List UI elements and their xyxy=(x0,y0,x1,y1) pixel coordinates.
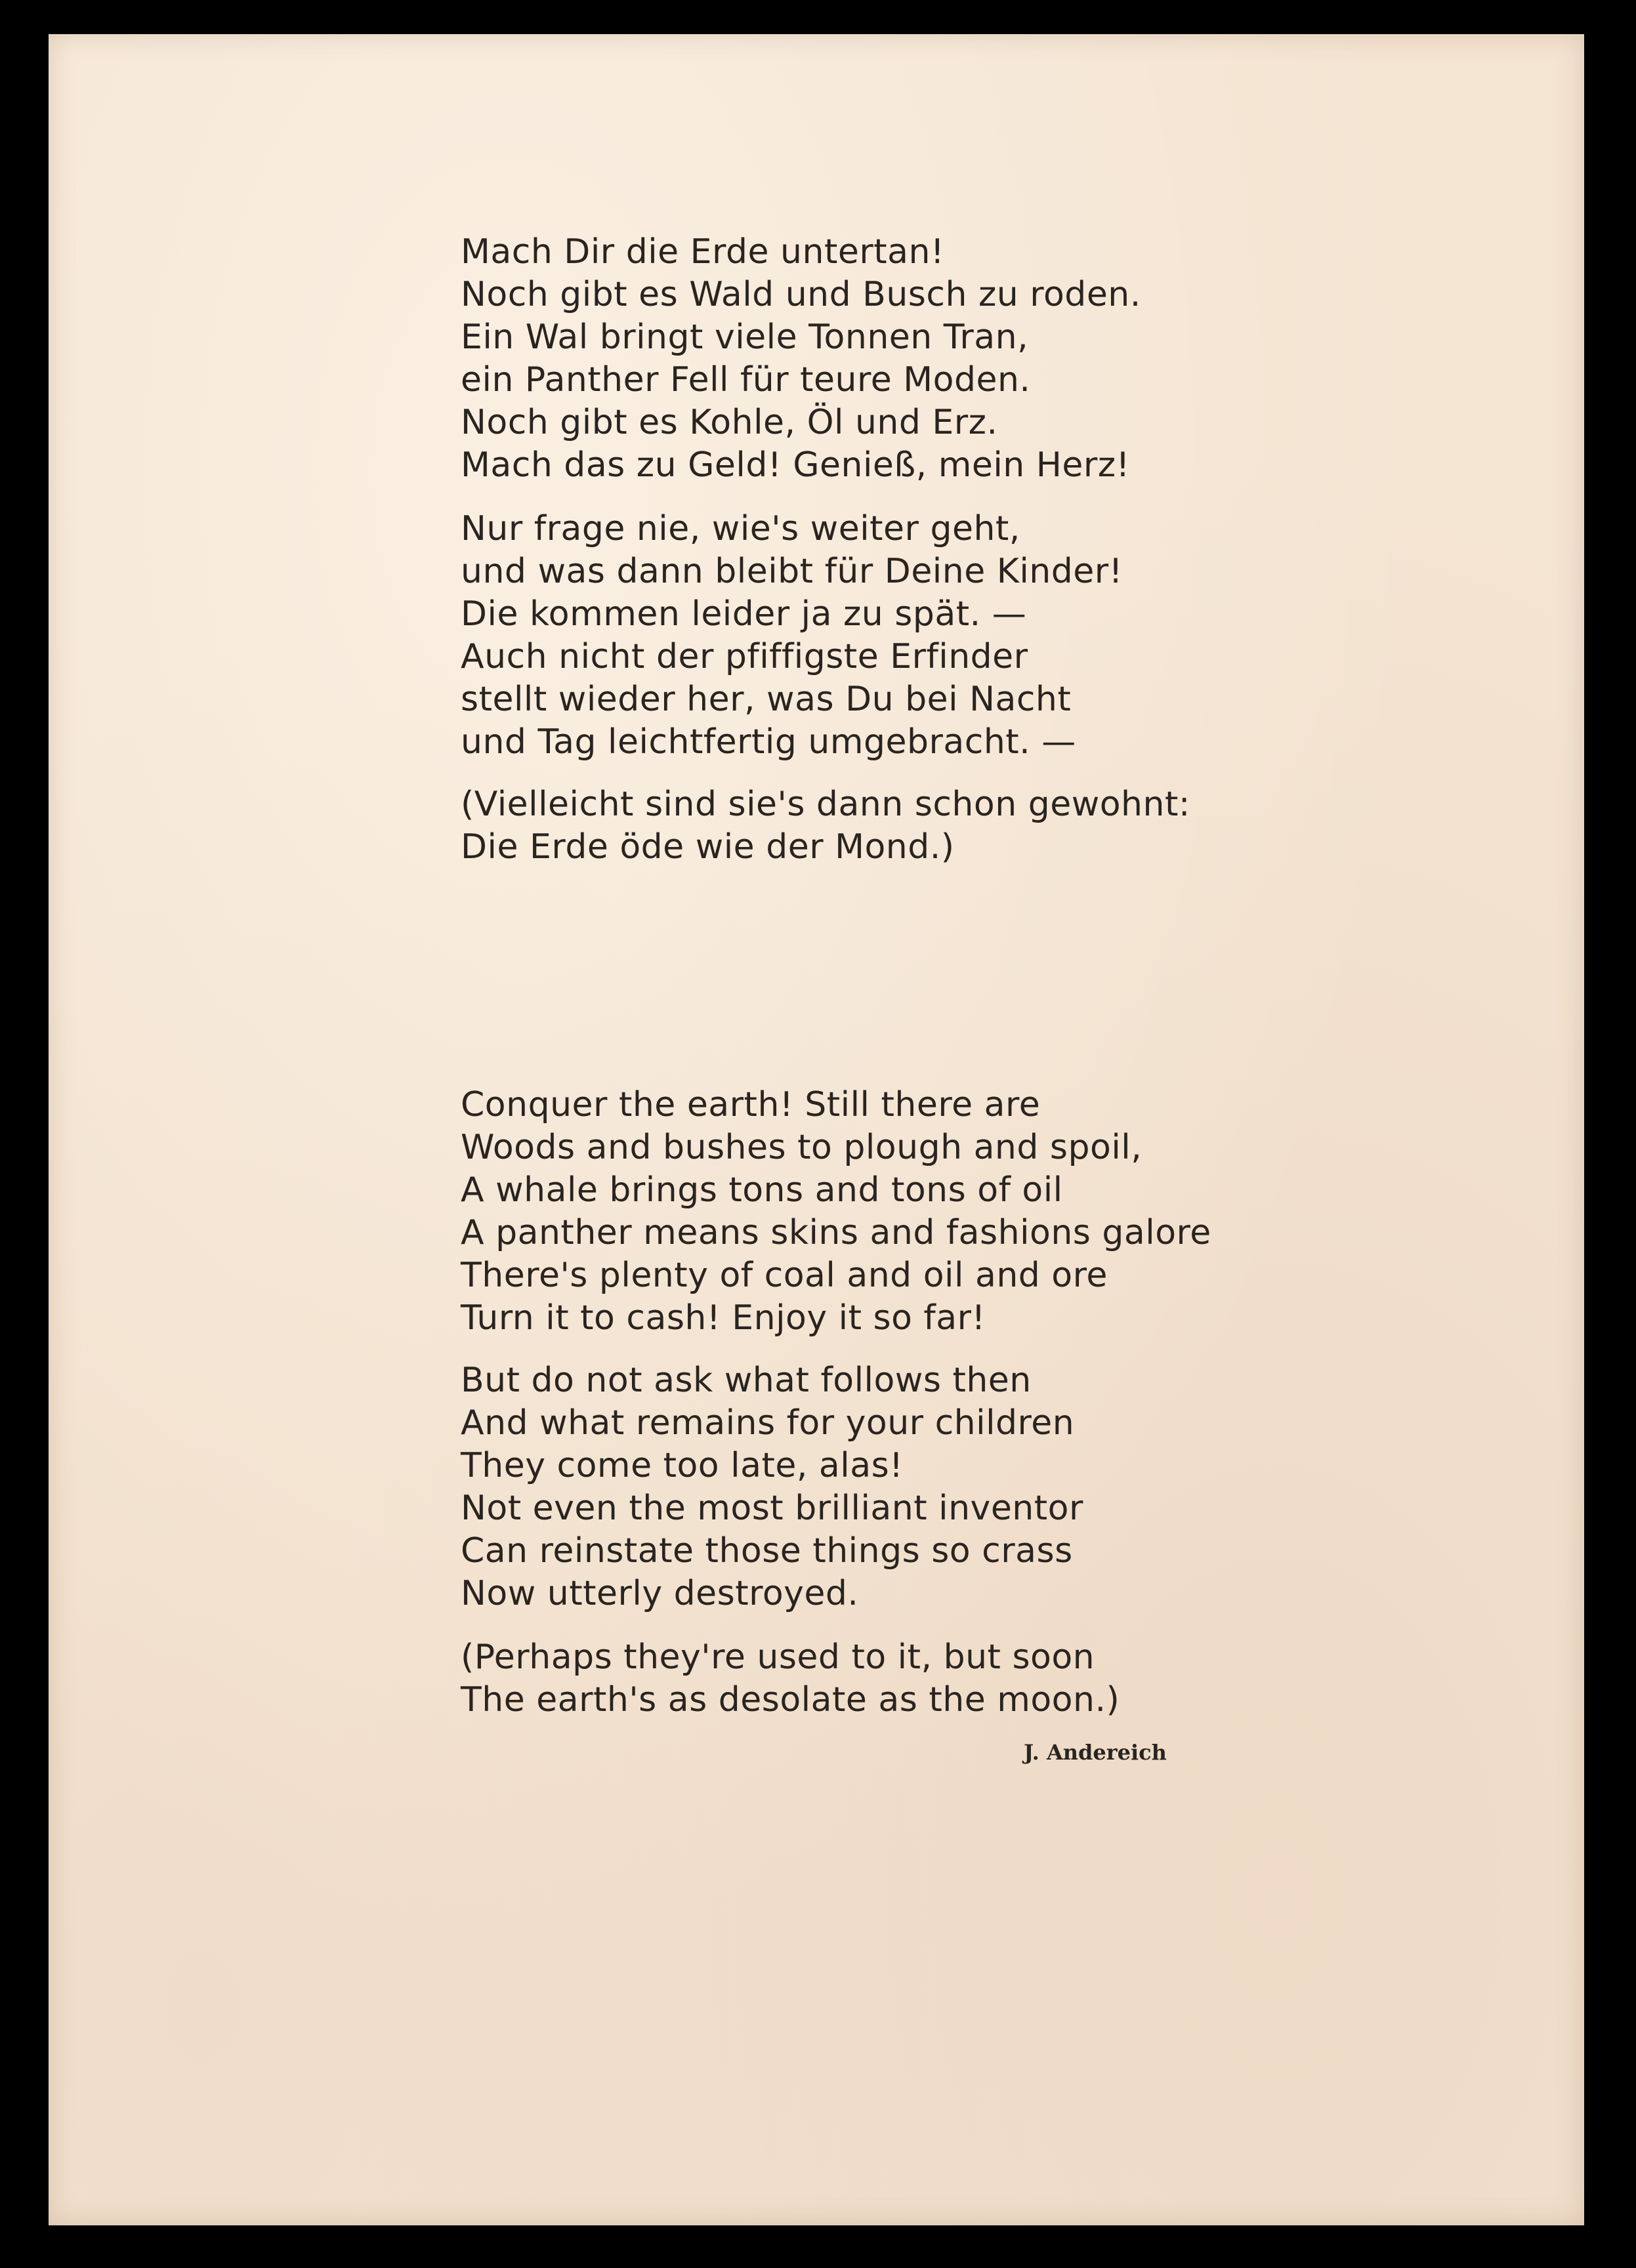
poem-line: Mach das zu Geld! Genieß, mein Herz! xyxy=(461,445,1130,485)
english-stanza-3 xyxy=(461,1636,1120,1722)
poem-line: Noch gibt es Kohle, Öl und Erz. xyxy=(461,403,998,442)
poem-line: Conquer the earth! Still there are xyxy=(461,1085,1041,1124)
poem-line: Die kommen leider ja zu spät. — xyxy=(461,594,1027,634)
poem-line: Die Erde öde wie der Mond.) xyxy=(461,827,955,867)
poem-line: Can reinstate those things so crass xyxy=(461,1531,1073,1571)
german-stanza-1 xyxy=(461,231,1141,487)
poem-line: (Vielleicht sind sie's dann schon gewohnt: xyxy=(461,785,1190,824)
poem-line: Ein Wal bringt viele Tonnen Tran, xyxy=(461,318,1029,357)
poem-line: und was dann bleibt für Deine Kinder! xyxy=(461,552,1123,591)
german-stanza-2 xyxy=(461,508,1123,764)
english-stanza-2 xyxy=(461,1359,1083,1615)
poem-line: And what remains for your children xyxy=(461,1403,1075,1443)
poem-line: Nur frage nie, wie's weiter geht, xyxy=(461,509,1020,548)
poem-line: There's plenty of coal and oil and ore xyxy=(461,1256,1108,1295)
english-stanza-1 xyxy=(461,1084,1211,1340)
german-stanza-3 xyxy=(461,783,1190,869)
poem-line: Not even the most brilliant inventor xyxy=(461,1489,1083,1528)
poem-line: Turn it to cash! Enjoy it so far! xyxy=(461,1298,986,1338)
poem-line: They come too late, alas! xyxy=(461,1446,904,1485)
poem-line: Auch nicht der pfiffigste Erfinder xyxy=(461,637,1028,676)
poem-line: A panther means skins and fashions galore xyxy=(461,1213,1211,1252)
paper-sheet xyxy=(49,34,1584,2225)
poem-line: stellt wieder her, was Du bei Nacht xyxy=(461,680,1072,719)
poem-line: The earth's as desolate as the moon.) xyxy=(461,1680,1120,1720)
poem-line: But do not ask what follows then xyxy=(461,1361,1032,1400)
author-signature: J. Andereich xyxy=(1024,1740,1167,1765)
poem-line: und Tag leichtfertig umgebracht. — xyxy=(461,722,1076,762)
poem-line: Mach Dir die Erde untertan! xyxy=(461,232,945,272)
poem-line: ein Panther Fell für teure Moden. xyxy=(461,360,1031,400)
poem-line: A whale brings tons and tons of oil xyxy=(461,1170,1063,1210)
poem-line: (Perhaps they're used to it, but soon xyxy=(461,1638,1095,1677)
poem-line: Now utterly destroyed. xyxy=(461,1574,859,1613)
poem-line: Noch gibt es Wald und Busch zu roden. xyxy=(461,275,1141,314)
poem-line: Woods and bushes to plough and spoil, xyxy=(461,1128,1143,1167)
